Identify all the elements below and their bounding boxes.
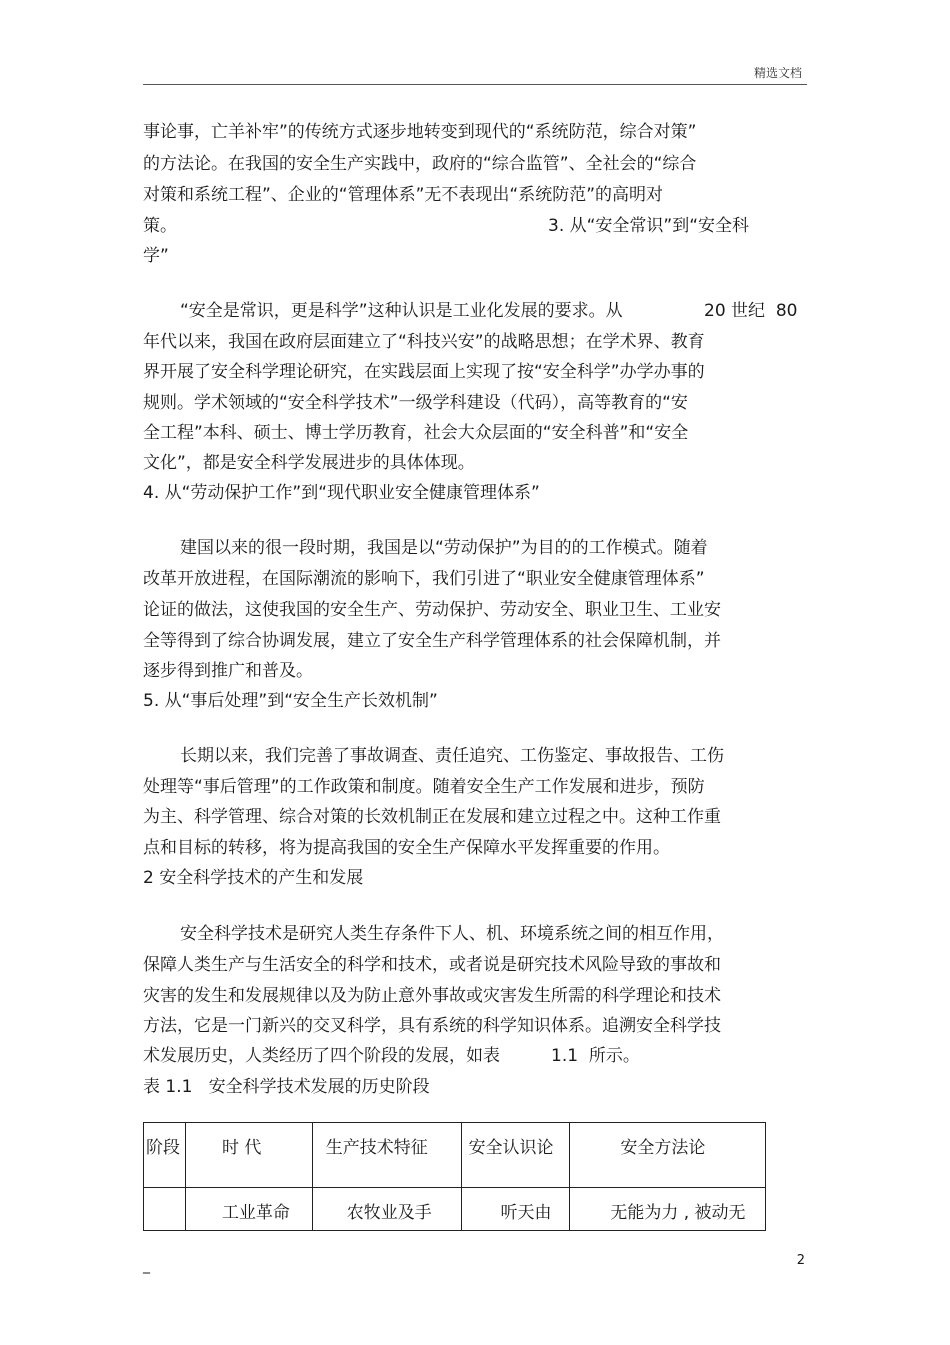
page-number: 2 <box>796 1253 805 1268</box>
text-line: 的方法论。在我国的安全生产实践中，政府的“综合监管”、全社会的“综合 <box>143 154 697 174</box>
text-line: 方法，它是一门新兴的交叉科学，具有系统的科学知识体系。追溯安全科学技 <box>143 1016 721 1036</box>
footer-dash: _ <box>143 1258 150 1274</box>
text-line: 全工程”本科、硕士、博士学历教育，社会大众层面的“安全科普”和“安全 <box>143 423 689 443</box>
header-cell: 安全方法论 <box>570 1123 766 1188</box>
text-line: 处理等“事后管理”的工作政策和制度。随着安全生产工作发展和进步，预防 <box>143 777 705 797</box>
table-header-row <box>144 1123 766 1188</box>
text-line: 文化”，都是安全科学发展进步的具体体现。 <box>143 453 475 473</box>
table-cell <box>144 1188 186 1231</box>
history-table <box>143 1122 766 1231</box>
text-line: 20 世纪 80 <box>704 301 798 321</box>
section-heading: 4. 从“劳动保护工作”到“现代职业安全健康管理体系” <box>143 483 540 503</box>
table-caption: 表 1.1 安全科学技术发展的历史阶段 <box>143 1077 430 1097</box>
header-label: 精选文档 <box>753 66 802 80</box>
header-cell: 阶段 <box>144 1123 186 1188</box>
text-line: 规则。学术领域的“安全科学技术”一级学科建设（代码），高等教育的“安 <box>143 393 688 413</box>
table-cell: 听天由 <box>462 1188 570 1231</box>
text-line: 改革开放进程，在国际潮流的影响下，我们引进了“职业安全健康管理体系” <box>143 569 705 589</box>
text-line: 年代以来，我国在政府层面建立了“科技兴安”的战略思想；在学术界、教育 <box>143 332 705 352</box>
text-line: 安全科学技术是研究人类生存条件下人、机、环境系统之间的相互作用， <box>180 924 724 944</box>
text-line: 建国以来的很一段时期，我国是以“劳动保护”为目的的工作模式。随着 <box>180 538 708 558</box>
text-line: “安全是常识，更是科学”这种认识是工业化发展的要求。从 <box>180 301 623 321</box>
text-line: 事论事，亡羊补牢”的传统方式逐步地转变到现代的“系统防范，综合对策” <box>143 122 697 142</box>
text-line: 全等得到了综合协调发展，建立了安全生产科学管理体系的社会保障机制，并 <box>143 631 721 651</box>
text-line: 长期以来，我们完善了事故调查、责任追究、工伤鉴定、事故报告、工伤 <box>180 746 724 766</box>
table-cell: 无能为力 , 被动无 <box>570 1188 766 1231</box>
text-line: 对策和系统工程”、企业的“管理体系”无不表现出“系统防范”的高明对 <box>143 185 664 205</box>
text-line: 3. 从“安全常识”到“安全科 <box>548 216 750 236</box>
table-row <box>144 1188 766 1231</box>
section-heading: 5. 从“事后处理”到“安全生产长效机制” <box>143 691 438 711</box>
text-line: 逐步得到推广和普及。 <box>143 661 313 681</box>
text-line: 为主、科学管理、综合对策的长效机制正在发展和建立过程之中。这种工作重 <box>143 807 721 827</box>
text-line: 保障人类生产与生活安全的科学和技术，或者说是研究技术风险导致的事故和 <box>143 955 721 975</box>
header-cell: 安全认识论 <box>462 1123 570 1188</box>
header-cell: 时 代 <box>185 1123 312 1188</box>
table-cell: 农牧业及手 <box>312 1188 462 1231</box>
text-line: 学” <box>143 246 169 266</box>
text-line: 策。 <box>143 216 177 236</box>
text-line: 术发展历史，人类经历了四个阶段的发展，如表 <box>143 1046 500 1066</box>
section-heading: 2 安全科学技术的产生和发展 <box>143 868 364 888</box>
text-line: 点和目标的转移，将为提高我国的安全生产保障水平发挥重要的作用。 <box>143 838 670 858</box>
text-line: 1.1 所示。 <box>551 1046 640 1066</box>
text-line: 灾害的发生和发展规律以及为防止意外事故或灾害发生所需的科学理论和技术 <box>143 986 721 1006</box>
text-line: 界开展了安全科学理论研究，在实践层面上实现了按“安全科学”办学办事的 <box>143 362 705 382</box>
text-line: 论证的做法，这使我国的安全生产、劳动保护、劳动安全、职业卫生、工业安 <box>143 600 721 620</box>
header-cell: 生产技术特征 <box>312 1123 462 1188</box>
header-rule <box>143 84 807 85</box>
table-cell: 工业革命 <box>185 1188 312 1231</box>
